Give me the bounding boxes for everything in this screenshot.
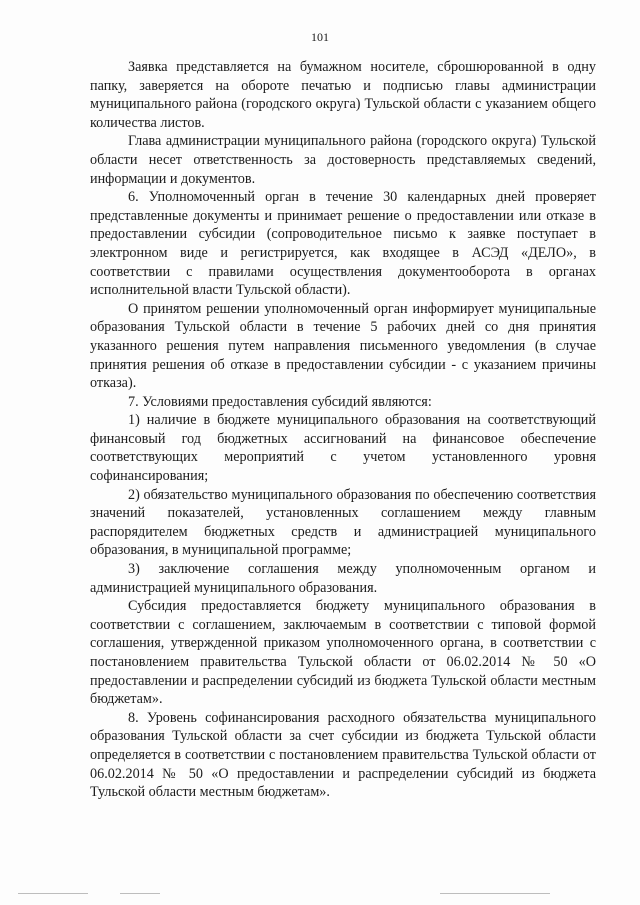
scan-artifact xyxy=(120,893,160,894)
paragraph-decision-notification: О принятом решении уполномоченный орган информирует муниципальные образования Тульской области в течение 5 рабочих дней со дня принятия указанного решения путем направления письменного уведомления (в случае принятия решения об отказе в предоставлении субсидии - с указанием причины отказа). xyxy=(90,300,596,392)
paragraph-subsidy-agreement: Субсидия предоставляется бюджету муниципального образования в соответствии с соглашением, заключаемым в соответствии с типовой формой соглашения, утвержденной приказом уполномоченного органа, в соответствии с постановлением правительства Тульской области от 06.02.2014 № 50 «О предоставлении и распределении субсидий из бюджета Тульской области местным бюджетам». xyxy=(90,598,596,708)
scan-artifact xyxy=(18,893,88,894)
page-number: 101 xyxy=(311,30,329,44)
paragraph-condition-1: 1) наличие в бюджете муниципального образования на соответствующий финансовый год бюджетных ассигнований на финансовое обеспечение соответствующих мероприятий с учетом установленного уровня софинансирования; xyxy=(90,412,596,485)
paragraph-condition-3: 3) заключение соглашения между уполномоченным органом и администрацией муниципального образования. xyxy=(90,561,596,596)
paragraph-item-6: 6. Уполномоченный орган в течение 30 календарных дней проверяет представленные документы и принимает решение о предоставлении или отказе в предоставлении субсидии (сопроводительное письмо к заявке поступает в электронном виде и регистрируется, как входящее в АСЭД «ДЕЛО», в соответствии с правилами осуществления документооборота в органах исполнительной власти Тульской области). xyxy=(90,189,596,299)
document-body xyxy=(90,58,596,802)
paragraph-application-submission: Заявка представляется на бумажном носителе, сброшюрованной в одну папку, заверяется на обороте печатью и подписью главы администрации муниципального района (городского округа) Тульской области с указанием общего количества листов. xyxy=(90,59,596,131)
paragraph-condition-2: 2) обязательство муниципального образования по обеспечению соответствия значений показателей, установленных соглашением между главным распорядителем бюджетных средств и администрацией муниципального образования, в муниципальной программе; xyxy=(90,486,596,559)
scan-artifact xyxy=(440,893,550,894)
paragraph-item-8: 8. Уровень софинансирования расходного обязательства муниципального образования Тульской области за счет субсидии из бюджета Тульской области определяется в соответствии с постановлением правительства Тульской области от 06.02.2014 № 50 «О предоставлении и распределении субсидий из бюджета Тульской области местным бюджетам». xyxy=(90,709,596,801)
paragraph-item-7-heading: 7. Условиями предоставления субсидий являются: xyxy=(128,393,432,410)
paragraph-head-responsibility: Глава администрации муниципального района (городского округа) Тульской области несет ответственность за достоверность представляемых сведений, информации и документов. xyxy=(90,133,596,187)
